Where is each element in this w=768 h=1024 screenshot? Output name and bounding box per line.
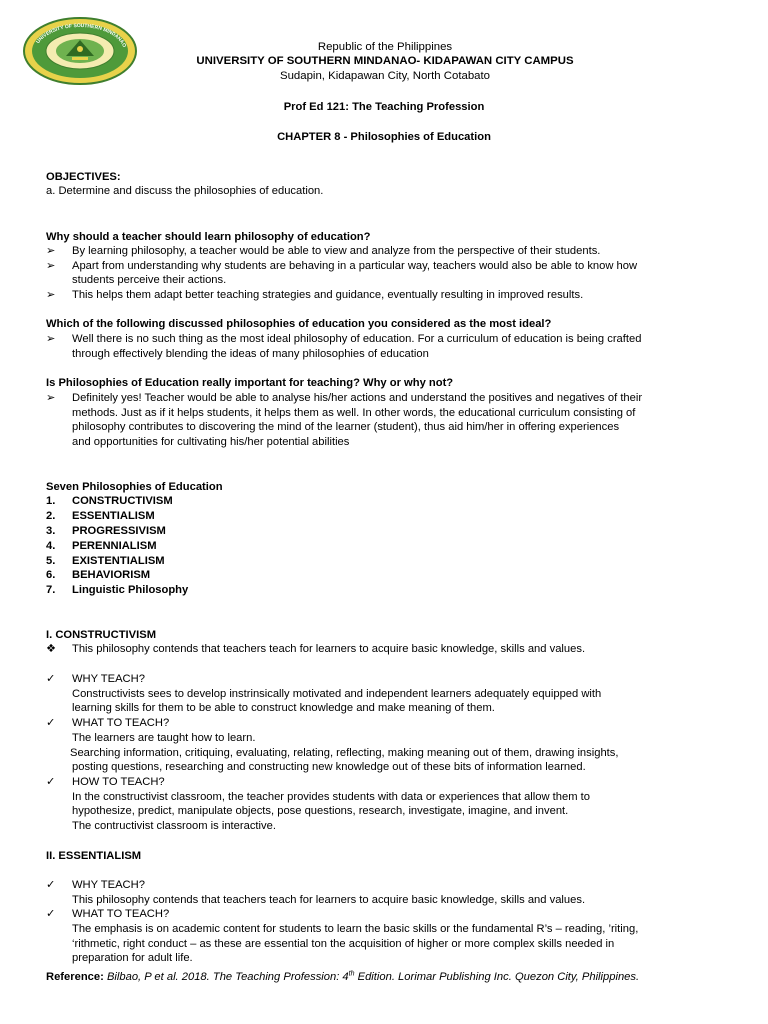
q1-bullet-2-cont: students perceive their actions. — [72, 274, 227, 286]
constructivism-heading: I. CONSTRUCTIVISM — [46, 629, 157, 641]
q3-answer-line-1: Definitely yes! Teacher would be able to analyse his/her actions and understand the positives and negatives of their — [72, 392, 643, 404]
seal-text: UNIVERSITY OF SOUTHERN MINDANAO — [35, 22, 128, 49]
list-item: EXISTENTIALISM — [72, 555, 165, 567]
course-title: Prof Ed 121: The Teaching Profession — [283, 101, 485, 113]
chapter-title — [46, 130, 722, 145]
list-item: PROGRESSIVISM — [72, 525, 166, 537]
diamond-bullet-icon: ❖ — [46, 643, 57, 655]
objective-item: a. Determine and discuss the philosophies of education. — [46, 185, 324, 197]
ess-what-line-2: ‘rithmetic, right conduct – as these are essential ton the acquisition of higher or more complex skills needed in — [72, 938, 615, 950]
arrow-bullet-icon: ➢ — [46, 333, 56, 345]
header-address: Sudapin, Kidapawan City, North Cotabato — [279, 70, 490, 82]
question-3: Is Philosophies of Education really important for teaching? Why or why not? — [46, 377, 454, 389]
q3-answer-line-4: and opportunities for cultivating his/her potential abilities — [72, 436, 350, 448]
list-number: 2. — [46, 510, 56, 522]
list-item: BEHAVIORISM — [72, 569, 151, 581]
check-bullet-icon: ✓ — [46, 673, 56, 685]
arrow-bullet-icon: ➢ — [46, 392, 56, 404]
reference-text-b: Edition. Lorimar Publishing Inc. Quezon City, Philippines. — [354, 971, 640, 983]
objectives-heading: OBJECTIVES: — [46, 171, 121, 183]
chapter-text: CHAPTER 8 - Philosophies of Education — [277, 131, 491, 143]
q1-bullet-3: This helps them adapt better teaching strategies and guidance, eventually resulting in improved results. — [72, 289, 584, 301]
how-teach-line-1: In the constructivist classroom, the teacher provides students with data or experiences that allow them to — [72, 791, 590, 803]
ess-why-label: WHY TEACH? — [72, 879, 145, 891]
check-bullet-icon: ✓ — [46, 908, 56, 920]
q2-answer-line-1: Well there is no such thing as the most ideal philosophy of education. For a curriculum of education is being crafted — [72, 333, 642, 345]
list-number: 5. — [46, 555, 56, 567]
why-teach-line-2: learning skills for them to be able to construct knowledge and make meaning of them. — [72, 702, 495, 714]
q1-bullet-1: By learning philosophy, a teacher would be able to view and analyze from the perspective of their students. — [72, 245, 601, 257]
why-teach-line-1: Constructivists sees to develop instrinsically motivated and independent learners adequately equipped with — [72, 688, 602, 700]
ess-why-line: This philosophy contends that teachers teach for learners to acquire basic knowledge, skills and values. — [72, 894, 586, 906]
what-teach-label: WHAT TO TEACH? — [72, 717, 170, 729]
seven-philosophies-heading: Seven Philosophies of Education — [46, 481, 223, 493]
question-1: Why should a teacher should learn philosophy of education? — [46, 231, 371, 243]
what-teach-line-1: The learners are taught how to learn. — [72, 732, 256, 744]
question-2: Which of the following discussed philosophies of education you considered as the most ideal? — [46, 318, 552, 330]
list-item: CONSTRUCTIVISM — [72, 495, 173, 507]
list-number: 3. — [46, 525, 56, 537]
what-teach-line-2: Searching information, critiquing, evaluating, relating, reflecting, making meaning out of them, drawing insights, — [70, 747, 619, 759]
ess-what-label: WHAT TO TEACH? — [72, 908, 170, 920]
reference-sup: th — [348, 970, 355, 978]
how-teach-line-3: The contructivist classroom is interactive. — [72, 820, 276, 832]
reference — [46, 970, 722, 985]
reference-text-a: Bilbao, P et al. 2018. The Teaching Profession: 4 — [106, 971, 349, 983]
how-teach-label: HOW TO TEACH? — [72, 776, 165, 788]
what-teach-line-3: posting questions, researching and constructing new knowledge out of these bits of information learned. — [72, 761, 586, 773]
q1-bullet-2: Apart from understanding why students are behaving in a particular way, teachers would also be able to know how — [72, 260, 638, 272]
why-teach-label: WHY TEACH? — [72, 673, 145, 685]
check-bullet-icon: ✓ — [46, 717, 56, 729]
list-item: Linguistic Philosophy — [72, 584, 189, 596]
list-item: PERENNIALISM — [72, 540, 157, 552]
list-item: ESSENTIALISM — [72, 510, 155, 522]
q2-answer-line-2: through effectively blending the ideas of many philosophies of education — [72, 348, 429, 360]
how-teach-line-2: hypothesize, predict, manipulate objects, pose questions, research, investigate, imagine, and invent. — [72, 805, 569, 817]
essentialism-heading: II. ESSENTIALISM — [46, 850, 142, 862]
q3-answer-line-3: philosophy contributes to discovering the mind of the learner (student), thus aid him/her in offering experiences — [72, 421, 620, 433]
header-university: UNIVERSITY OF SOUTHERN MINDANAO- KIDAPAWAN CITY CAMPUS — [196, 55, 574, 67]
header-republic: Republic of the Philippines — [317, 41, 453, 53]
list-number: 6. — [46, 569, 56, 581]
list-number: 1. — [46, 495, 56, 507]
list-number: 7. — [46, 584, 56, 596]
arrow-bullet-icon: ➢ — [46, 245, 56, 257]
reference-label: Reference: — [46, 971, 104, 983]
check-bullet-icon: ✓ — [46, 879, 56, 891]
q3-answer-line-2: methods. Just as if it helps students, it helps them as well. In other words, the educational curriculum consisting of — [72, 407, 636, 419]
list-number: 4. — [46, 540, 56, 552]
ess-what-line-3: preparation for adult life. — [72, 952, 193, 964]
ess-what-line-1: The emphasis is on academic content for students to learn the basic skills or the fundamental R’s – reading, ’riting, — [72, 923, 639, 935]
constructivism-intro: This philosophy contends that teachers teach for learners to acquire basic knowledge, skills and values. — [72, 643, 586, 655]
arrow-bullet-icon: ➢ — [46, 289, 56, 301]
arrow-bullet-icon: ➢ — [46, 260, 56, 272]
check-bullet-icon: ✓ — [46, 776, 56, 788]
university-seal-logo — [22, 16, 138, 86]
